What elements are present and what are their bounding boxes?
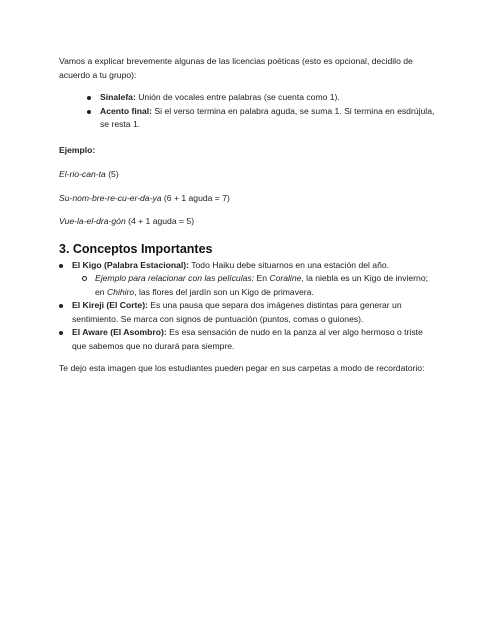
list-item	[82, 272, 439, 299]
closing-paragraph: Te dejo esta imagen que los estudiantes pueden pegar en sus carpetas a modo de recordatorio:	[59, 363, 425, 373]
acento-final-label: Acento final:	[100, 105, 153, 116]
acento-final-text: Si el verso termina en palabra aguda, se suma 1. Si termina en esdrújula, se resta 1.	[100, 105, 435, 129]
list-item	[59, 326, 439, 353]
kigo-example-lead: Ejemplo para relacionar con las películas:	[95, 273, 255, 283]
conceptos-list	[59, 259, 439, 354]
film-title: Chihiro	[106, 286, 135, 297]
kigo-example-text: , las flores del jardín son un Kigo de primavera.	[134, 286, 314, 297]
example-line	[59, 215, 439, 229]
aware-label: El Aware (El Asombro):	[72, 327, 167, 337]
section-title: 3. Conceptos Importantes	[59, 241, 213, 256]
example-verse: Vue-la-el-dra-gón	[59, 216, 126, 226]
ejemplo-heading: Ejemplo:	[59, 144, 96, 155]
kigo-example-text: En	[254, 273, 270, 283]
example-line	[59, 168, 439, 182]
kigo-label: El Kigo (Palabra Estacional):	[72, 259, 189, 270]
example-count: (4 + 1 aguda = 5)	[125, 216, 195, 226]
kigo-sub-list	[72, 272, 439, 299]
list-item	[87, 105, 439, 132]
example-count: (5)	[105, 169, 119, 179]
example-verse: Su-nom-bre-re-cu-er-da-ya	[59, 192, 162, 203]
aware-text: Es esa sensación de nudo en la panza al ver algo hermoso o triste que sabemos que no durará para siempre.	[72, 327, 423, 351]
document-content	[59, 55, 439, 376]
film-title: Coraline	[269, 273, 302, 283]
list-item	[87, 91, 439, 105]
licencias-list	[59, 91, 439, 132]
intro-paragraph: Vamos a explicar brevemente algunas de las licencias poéticas (esto es opcional, decidilo de acuerdo a tu grupo):	[59, 56, 413, 80]
example-verse: El-rio-can-ta	[59, 169, 106, 179]
kigo-text: Todo Haiku debe situarnos en una estación del año.	[189, 259, 390, 270]
sinalefa-text: Unión de vocales entre palabras (se cuenta como 1).	[135, 92, 340, 102]
list-item	[59, 259, 439, 300]
kireji-text: Es una pausa que separa dos imágenes distintas para generar un sentimiento. Se marca con signos de puntuación (puntos, comas o guiones).	[72, 300, 402, 324]
example-count: (6 + 1 aguda = 7)	[161, 192, 230, 203]
sinalefa-label: Sinalefa:	[100, 92, 136, 102]
example-line	[59, 192, 439, 206]
kireji-label: El Kireji (El Corte):	[72, 300, 148, 310]
list-item	[59, 299, 439, 326]
kigo-example-text: , la niebla es un Kigo de invierno; en	[95, 273, 428, 297]
